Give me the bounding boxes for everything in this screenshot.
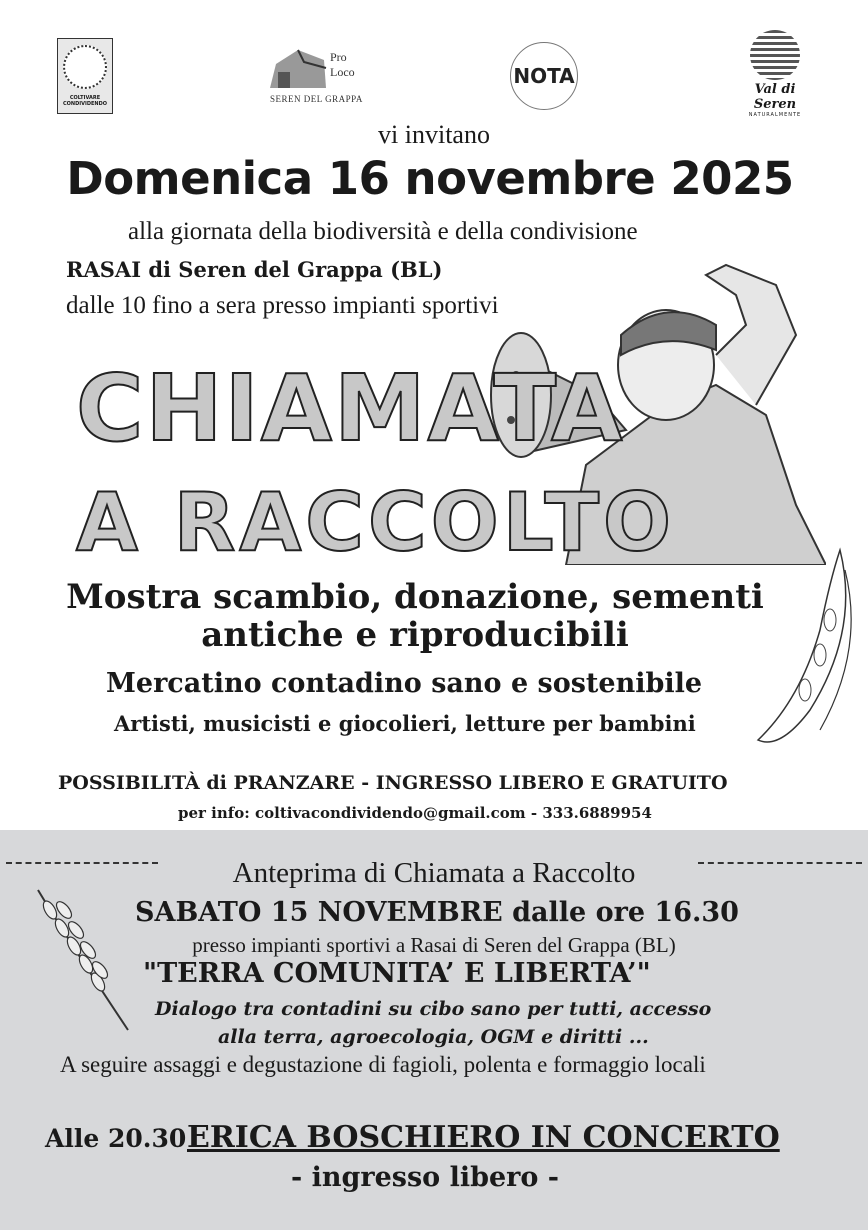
preview-talk-description-line1: Dialogo tra contadini su cibo sano per tutti, accesso	[155, 998, 712, 1020]
preview-title: Anteprima di Chiamata a Raccolto	[232, 857, 636, 889]
event-location: RASAI di Seren del Grappa (BL)	[66, 257, 443, 282]
proloco-logo	[268, 42, 388, 112]
artists-line: Artisti, musicisti e giocolieri, letture per bambini	[114, 711, 696, 736]
coltivare-logo-caption: COLTIVARE CONDIVIDENDO	[63, 95, 107, 107]
val-di-seren-logo	[735, 30, 815, 118]
val-di-seren-name: Val di Seren	[753, 82, 797, 112]
seed-lettering	[76, 355, 675, 565]
event-subtitle: alla giornata della biodiversità e della condivisione	[128, 218, 638, 245]
proloco-building-icon	[268, 42, 328, 92]
preview-location: presso impianti sportivi a Rasai di Seren del Grappa (BL)	[192, 933, 676, 957]
concert-entry-note: - ingresso libero -	[291, 1162, 559, 1193]
logo-bar	[0, 30, 868, 120]
landscape-sun-icon	[750, 30, 800, 80]
preview-talk-description-line2: alla terra, agroecologia, OGM e diritti ...	[218, 1026, 649, 1048]
preview-talk-title: "TERRA COMUNITA’ E LIBERTA’"	[143, 958, 651, 989]
tasting-line: A seguire assaggi e degustazione di fagioli, polenta e formaggio locali	[60, 1052, 706, 1077]
lunch-entry-line: POSSIBILITÀ di PRANZARE - INGRESSO LIBERO E GRATUITO	[58, 772, 728, 794]
invitation-line: vi invitano	[378, 120, 490, 149]
exhibition-headline: Mostra scambio, donazione, sementi antiche e riproducibili	[66, 577, 764, 655]
concert-time: Alle 20.30	[45, 1124, 187, 1153]
event-date: Domenica 16 novembre 2025	[66, 152, 794, 205]
logo-emblem-icon	[63, 45, 107, 89]
proloco-subtitle: SEREN DEL GRAPPA	[270, 94, 363, 104]
nota-logo: NOTA	[510, 42, 578, 110]
bean-pod-icon	[750, 540, 868, 770]
coltivare-condividendo-logo	[57, 38, 113, 114]
event-time: dalle 10 fino a sera presso impianti sportivi	[66, 292, 499, 319]
concert-title: ERICA BOSCHIERO IN CONCERTO	[187, 1120, 780, 1155]
preview-date: SABATO 15 NOVEMBRE dalle ore 16.30	[135, 897, 739, 928]
contact-info: per info: coltivacondividendo@gmail.com - 333.6889954	[178, 804, 652, 822]
illustration-title-line2: A RACCOLTO	[76, 476, 676, 565]
market-line: Mercatino contadino sano e sostenibile	[106, 668, 703, 699]
proloco-pro: Pro	[330, 50, 347, 64]
illustration-title-line1: CHIAMATA	[76, 355, 625, 462]
proloco-loco: Loco	[330, 65, 355, 79]
val-di-seren-subtitle: NATURALMENTE	[748, 112, 802, 118]
chiamata-a-raccolto-illustration	[66, 255, 826, 565]
